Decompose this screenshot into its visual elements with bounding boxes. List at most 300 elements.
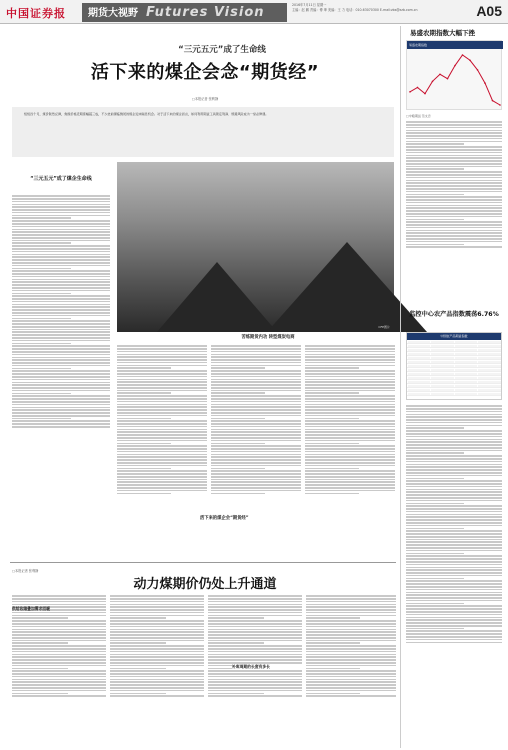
sidebar-headline: 监控中心农产品指数震荡6.76% bbox=[409, 311, 499, 318]
text-line bbox=[208, 606, 302, 608]
text-line bbox=[117, 420, 207, 422]
text-line bbox=[211, 367, 265, 369]
text-line bbox=[12, 195, 110, 197]
text-line bbox=[12, 343, 71, 345]
text-line bbox=[117, 379, 207, 381]
text-line bbox=[110, 620, 204, 622]
text-line bbox=[306, 659, 396, 661]
text-line bbox=[406, 230, 502, 232]
text-line bbox=[406, 425, 502, 427]
text-line bbox=[117, 415, 207, 417]
text-line bbox=[406, 177, 502, 179]
text-line bbox=[406, 132, 502, 134]
text-line bbox=[306, 693, 360, 695]
text-line bbox=[117, 398, 207, 400]
text-line bbox=[12, 320, 110, 322]
text-line bbox=[211, 431, 301, 433]
text-line bbox=[406, 447, 502, 449]
text-line bbox=[406, 227, 502, 229]
text-line bbox=[12, 240, 110, 242]
text-line bbox=[305, 484, 395, 486]
text-line bbox=[110, 673, 204, 675]
text-line bbox=[306, 595, 396, 597]
text-line bbox=[406, 600, 502, 602]
text-line bbox=[12, 640, 106, 642]
editor-info: 主编：赵 鹏 责编：傅 坤 美编：王 力 电话：010-63070300 E-mail:zbs@zzb.com.cn bbox=[292, 8, 418, 12]
sidebar-headline: 易盛农期指数大幅下挫 bbox=[410, 29, 475, 37]
text-line bbox=[208, 654, 302, 656]
text-line bbox=[117, 365, 207, 367]
text-line bbox=[117, 356, 207, 358]
text-line bbox=[110, 609, 204, 611]
text-line bbox=[12, 237, 110, 239]
text-line bbox=[406, 219, 464, 221]
text-line bbox=[306, 642, 360, 644]
data-point bbox=[447, 78, 449, 80]
text-line bbox=[406, 572, 502, 574]
text-line bbox=[406, 202, 502, 204]
text-line bbox=[12, 248, 110, 250]
text-line bbox=[406, 141, 502, 143]
text-line bbox=[117, 487, 207, 489]
subheading: 供给收缩叠加需求回暖 bbox=[12, 606, 50, 611]
text-line bbox=[406, 185, 502, 187]
text-line bbox=[110, 662, 204, 664]
text-line bbox=[208, 631, 302, 633]
text-line bbox=[305, 345, 395, 347]
text-line bbox=[406, 244, 464, 246]
text-line bbox=[305, 367, 359, 369]
text-line bbox=[12, 659, 106, 661]
text-line bbox=[110, 634, 204, 636]
text-line bbox=[306, 651, 396, 653]
text-line bbox=[406, 628, 464, 630]
text-line bbox=[12, 615, 106, 617]
text-line bbox=[211, 412, 301, 414]
text-line bbox=[306, 626, 396, 628]
text-line bbox=[406, 603, 464, 605]
text-line bbox=[406, 194, 464, 196]
text-line bbox=[12, 373, 110, 375]
text-line bbox=[117, 468, 171, 470]
article-column bbox=[406, 404, 502, 748]
text-line bbox=[117, 459, 207, 461]
text-line bbox=[208, 604, 302, 606]
text-line bbox=[406, 494, 502, 496]
text-line bbox=[211, 456, 301, 458]
text-line bbox=[406, 516, 502, 518]
text-line bbox=[305, 451, 395, 453]
text-line bbox=[406, 191, 502, 193]
text-line bbox=[211, 354, 301, 356]
text-line bbox=[12, 204, 110, 206]
text-line bbox=[12, 695, 106, 697]
text-line bbox=[406, 511, 502, 513]
text-line bbox=[406, 143, 464, 145]
text-line bbox=[110, 656, 204, 658]
text-line bbox=[117, 465, 207, 467]
text-line bbox=[306, 612, 396, 614]
text-line bbox=[12, 351, 110, 353]
text-line bbox=[406, 633, 502, 635]
text-line bbox=[208, 648, 302, 650]
text-line bbox=[12, 404, 110, 406]
subheading: 活下来的煤企会“期货经” bbox=[200, 515, 300, 521]
text-line bbox=[117, 367, 171, 369]
text-line bbox=[12, 690, 106, 692]
text-line bbox=[211, 423, 301, 425]
text-line bbox=[305, 365, 395, 367]
text-line bbox=[12, 217, 71, 219]
text-line bbox=[12, 415, 110, 417]
text-line bbox=[12, 634, 106, 636]
text-line bbox=[305, 423, 395, 425]
text-line bbox=[305, 440, 395, 442]
data-point bbox=[477, 69, 479, 71]
text-line bbox=[406, 405, 502, 407]
text-line bbox=[208, 687, 302, 689]
text-line bbox=[211, 370, 301, 372]
text-line bbox=[406, 536, 502, 538]
text-line bbox=[12, 679, 106, 681]
text-line bbox=[406, 625, 502, 627]
text-line bbox=[406, 152, 502, 154]
text-line bbox=[12, 318, 71, 320]
text-line bbox=[406, 121, 502, 123]
text-line bbox=[406, 188, 502, 190]
text-line bbox=[305, 481, 395, 483]
text-line bbox=[211, 398, 301, 400]
text-line bbox=[110, 598, 204, 600]
text-line bbox=[305, 431, 395, 433]
text-line bbox=[406, 544, 502, 546]
text-line bbox=[12, 276, 110, 278]
text-line bbox=[306, 620, 396, 622]
article-byline: □中粮期货 范文忠 bbox=[406, 114, 431, 118]
text-line bbox=[110, 690, 204, 692]
text-line bbox=[406, 157, 502, 159]
text-line bbox=[110, 670, 204, 672]
text-line bbox=[12, 201, 110, 203]
text-line bbox=[406, 232, 502, 234]
text-line bbox=[305, 445, 395, 447]
text-line bbox=[12, 645, 106, 647]
coal-pile-shape bbox=[157, 262, 277, 332]
text-line bbox=[12, 693, 68, 695]
text-line bbox=[406, 458, 502, 460]
text-line bbox=[12, 329, 110, 331]
text-line bbox=[117, 476, 207, 478]
text-line bbox=[110, 631, 204, 633]
text-line bbox=[110, 654, 204, 656]
text-line bbox=[12, 265, 110, 267]
text-line bbox=[211, 415, 301, 417]
text-line bbox=[406, 455, 502, 457]
text-line bbox=[12, 226, 110, 228]
text-line bbox=[208, 640, 302, 642]
text-line bbox=[406, 592, 502, 594]
text-line bbox=[117, 376, 207, 378]
text-line bbox=[12, 290, 110, 292]
text-line bbox=[406, 611, 502, 613]
section-title-en: Futures Vision bbox=[146, 5, 265, 20]
text-line bbox=[12, 337, 110, 339]
text-line bbox=[305, 415, 395, 417]
text-line bbox=[211, 465, 301, 467]
section-title-cn: 期货大视野 bbox=[88, 8, 138, 19]
text-line bbox=[12, 662, 106, 664]
text-line bbox=[12, 617, 68, 619]
text-line bbox=[208, 629, 302, 631]
text-line bbox=[211, 351, 301, 353]
text-line bbox=[117, 381, 207, 383]
text-line bbox=[211, 476, 301, 478]
text-line bbox=[117, 481, 207, 483]
newspaper-logo: 中国证券报 bbox=[6, 7, 66, 20]
text-line bbox=[306, 606, 396, 608]
text-line bbox=[12, 206, 110, 208]
text-line bbox=[406, 430, 502, 432]
text-line bbox=[12, 301, 110, 303]
text-line bbox=[117, 437, 207, 439]
text-line bbox=[12, 654, 106, 656]
text-line bbox=[12, 631, 106, 633]
text-line bbox=[305, 384, 395, 386]
text-line bbox=[306, 679, 396, 681]
text-line bbox=[12, 279, 110, 281]
text-line bbox=[12, 398, 110, 400]
text-line bbox=[211, 345, 301, 347]
text-line bbox=[406, 199, 502, 201]
text-line bbox=[208, 612, 302, 614]
text-line bbox=[211, 481, 301, 483]
text-line bbox=[12, 242, 71, 244]
text-line bbox=[305, 434, 395, 436]
text-line bbox=[406, 452, 464, 454]
text-line bbox=[406, 617, 502, 619]
text-line bbox=[406, 483, 502, 485]
text-line bbox=[305, 418, 359, 420]
text-line bbox=[406, 583, 502, 585]
text-line bbox=[211, 443, 265, 445]
text-line bbox=[406, 608, 502, 610]
chart-title: 易盛农期指数 bbox=[407, 41, 503, 49]
text-line bbox=[110, 617, 166, 619]
text-line bbox=[406, 130, 502, 132]
text-line bbox=[406, 146, 502, 148]
data-point bbox=[469, 59, 471, 61]
text-line bbox=[12, 331, 110, 333]
text-line bbox=[406, 475, 502, 477]
text-line bbox=[12, 323, 110, 325]
text-line bbox=[211, 395, 301, 397]
text-line bbox=[117, 418, 171, 420]
text-line bbox=[12, 281, 110, 283]
text-line bbox=[211, 362, 301, 364]
text-line bbox=[406, 433, 502, 435]
text-line bbox=[406, 210, 502, 212]
column-rule bbox=[400, 26, 401, 748]
text-line bbox=[117, 479, 207, 481]
text-line bbox=[305, 406, 395, 408]
text-line bbox=[117, 354, 207, 356]
text-line bbox=[12, 298, 110, 300]
text-line bbox=[211, 445, 301, 447]
text-line bbox=[12, 254, 110, 256]
text-line bbox=[117, 409, 207, 411]
text-line bbox=[406, 561, 502, 563]
text-line bbox=[211, 429, 301, 431]
text-line bbox=[12, 259, 110, 261]
text-line bbox=[406, 636, 502, 638]
text-line bbox=[208, 693, 264, 695]
article-column bbox=[12, 194, 110, 530]
text-line bbox=[117, 384, 207, 386]
text-line bbox=[406, 466, 502, 468]
text-line bbox=[12, 362, 110, 364]
text-line bbox=[305, 351, 395, 353]
text-line bbox=[12, 229, 110, 231]
text-line bbox=[12, 642, 68, 644]
text-line bbox=[117, 370, 207, 372]
text-line bbox=[12, 340, 110, 342]
text-line bbox=[306, 673, 396, 675]
text-line bbox=[306, 617, 360, 619]
article-column bbox=[305, 344, 395, 560]
text-line bbox=[306, 631, 396, 633]
text-line bbox=[208, 623, 302, 625]
text-line bbox=[305, 381, 395, 383]
text-line bbox=[406, 127, 502, 129]
text-line bbox=[406, 174, 502, 176]
text-line bbox=[305, 390, 395, 392]
text-line bbox=[306, 598, 396, 600]
text-line bbox=[12, 407, 110, 409]
text-line bbox=[406, 558, 502, 560]
text-line bbox=[406, 408, 502, 410]
text-line bbox=[12, 612, 106, 614]
text-line bbox=[117, 387, 207, 389]
article-lead: 短短四个月，煤价陡然反弹，焦煤价格近期涨幅超三成，不少此前濒临倒闭的煤企迎来喘息机会。对于活下来的煤企而言，如何利用期货工具锁定利润、规避风险成为一堂必修课。 bbox=[12, 107, 394, 157]
text-line bbox=[406, 444, 502, 446]
text-line bbox=[12, 395, 110, 397]
text-line bbox=[406, 555, 502, 557]
text-line bbox=[12, 673, 106, 675]
text-line bbox=[406, 196, 502, 198]
article-byline: □本报记者 张利静 bbox=[12, 569, 39, 573]
text-line bbox=[306, 615, 396, 617]
text-line bbox=[12, 668, 68, 670]
text-line bbox=[406, 605, 502, 607]
text-line bbox=[406, 414, 502, 416]
text-line bbox=[406, 238, 502, 240]
text-line bbox=[12, 334, 110, 336]
text-line bbox=[406, 182, 502, 184]
text-line bbox=[12, 326, 110, 328]
text-line bbox=[110, 695, 204, 697]
text-line bbox=[406, 124, 502, 126]
text-line bbox=[406, 578, 464, 580]
text-line bbox=[12, 287, 110, 289]
article-column bbox=[211, 344, 301, 560]
text-line bbox=[12, 629, 106, 631]
text-line bbox=[211, 462, 301, 464]
data-point bbox=[484, 82, 486, 84]
text-line bbox=[12, 215, 110, 217]
text-line bbox=[208, 598, 302, 600]
text-line bbox=[406, 168, 464, 170]
text-line bbox=[12, 382, 110, 384]
text-line bbox=[110, 668, 166, 670]
text-line bbox=[208, 595, 302, 597]
text-line bbox=[110, 640, 204, 642]
text-line bbox=[110, 648, 204, 650]
text-line bbox=[406, 478, 464, 480]
text-line bbox=[406, 505, 502, 507]
text-line bbox=[12, 637, 106, 639]
text-line bbox=[211, 487, 301, 489]
text-line bbox=[306, 623, 396, 625]
data-point bbox=[439, 73, 441, 75]
text-line bbox=[110, 681, 204, 683]
text-line bbox=[110, 629, 204, 631]
article-column bbox=[306, 594, 396, 744]
text-line bbox=[12, 604, 106, 606]
text-line bbox=[211, 359, 301, 361]
text-line bbox=[305, 398, 395, 400]
text-line bbox=[208, 620, 302, 622]
text-line bbox=[110, 687, 204, 689]
text-line bbox=[12, 354, 110, 356]
text-line bbox=[12, 648, 106, 650]
series-line bbox=[410, 55, 500, 105]
text-line bbox=[12, 601, 106, 603]
text-line bbox=[110, 645, 204, 647]
text-line bbox=[117, 451, 207, 453]
text-line bbox=[12, 384, 110, 386]
text-line bbox=[211, 434, 301, 436]
text-line bbox=[12, 304, 110, 306]
text-line bbox=[117, 473, 207, 475]
text-line bbox=[117, 359, 207, 361]
section-banner bbox=[82, 3, 287, 22]
text-line bbox=[208, 695, 302, 697]
text-line bbox=[12, 262, 110, 264]
text-line bbox=[12, 393, 71, 395]
text-line bbox=[305, 362, 395, 364]
text-line bbox=[211, 490, 301, 492]
text-line bbox=[306, 654, 396, 656]
text-line bbox=[305, 487, 395, 489]
text-line bbox=[12, 368, 71, 370]
text-line bbox=[12, 420, 110, 422]
text-line bbox=[12, 665, 106, 667]
data-point bbox=[409, 91, 411, 93]
text-line bbox=[406, 135, 502, 137]
text-line bbox=[12, 198, 110, 200]
text-line bbox=[12, 245, 110, 247]
text-line bbox=[406, 564, 502, 566]
text-line bbox=[12, 409, 110, 411]
text-line bbox=[110, 606, 204, 608]
text-line bbox=[117, 426, 207, 428]
text-line bbox=[110, 651, 204, 653]
text-line bbox=[12, 379, 110, 381]
text-line bbox=[208, 684, 302, 686]
text-line bbox=[406, 224, 502, 226]
text-line bbox=[211, 390, 301, 392]
text-line bbox=[12, 212, 110, 214]
